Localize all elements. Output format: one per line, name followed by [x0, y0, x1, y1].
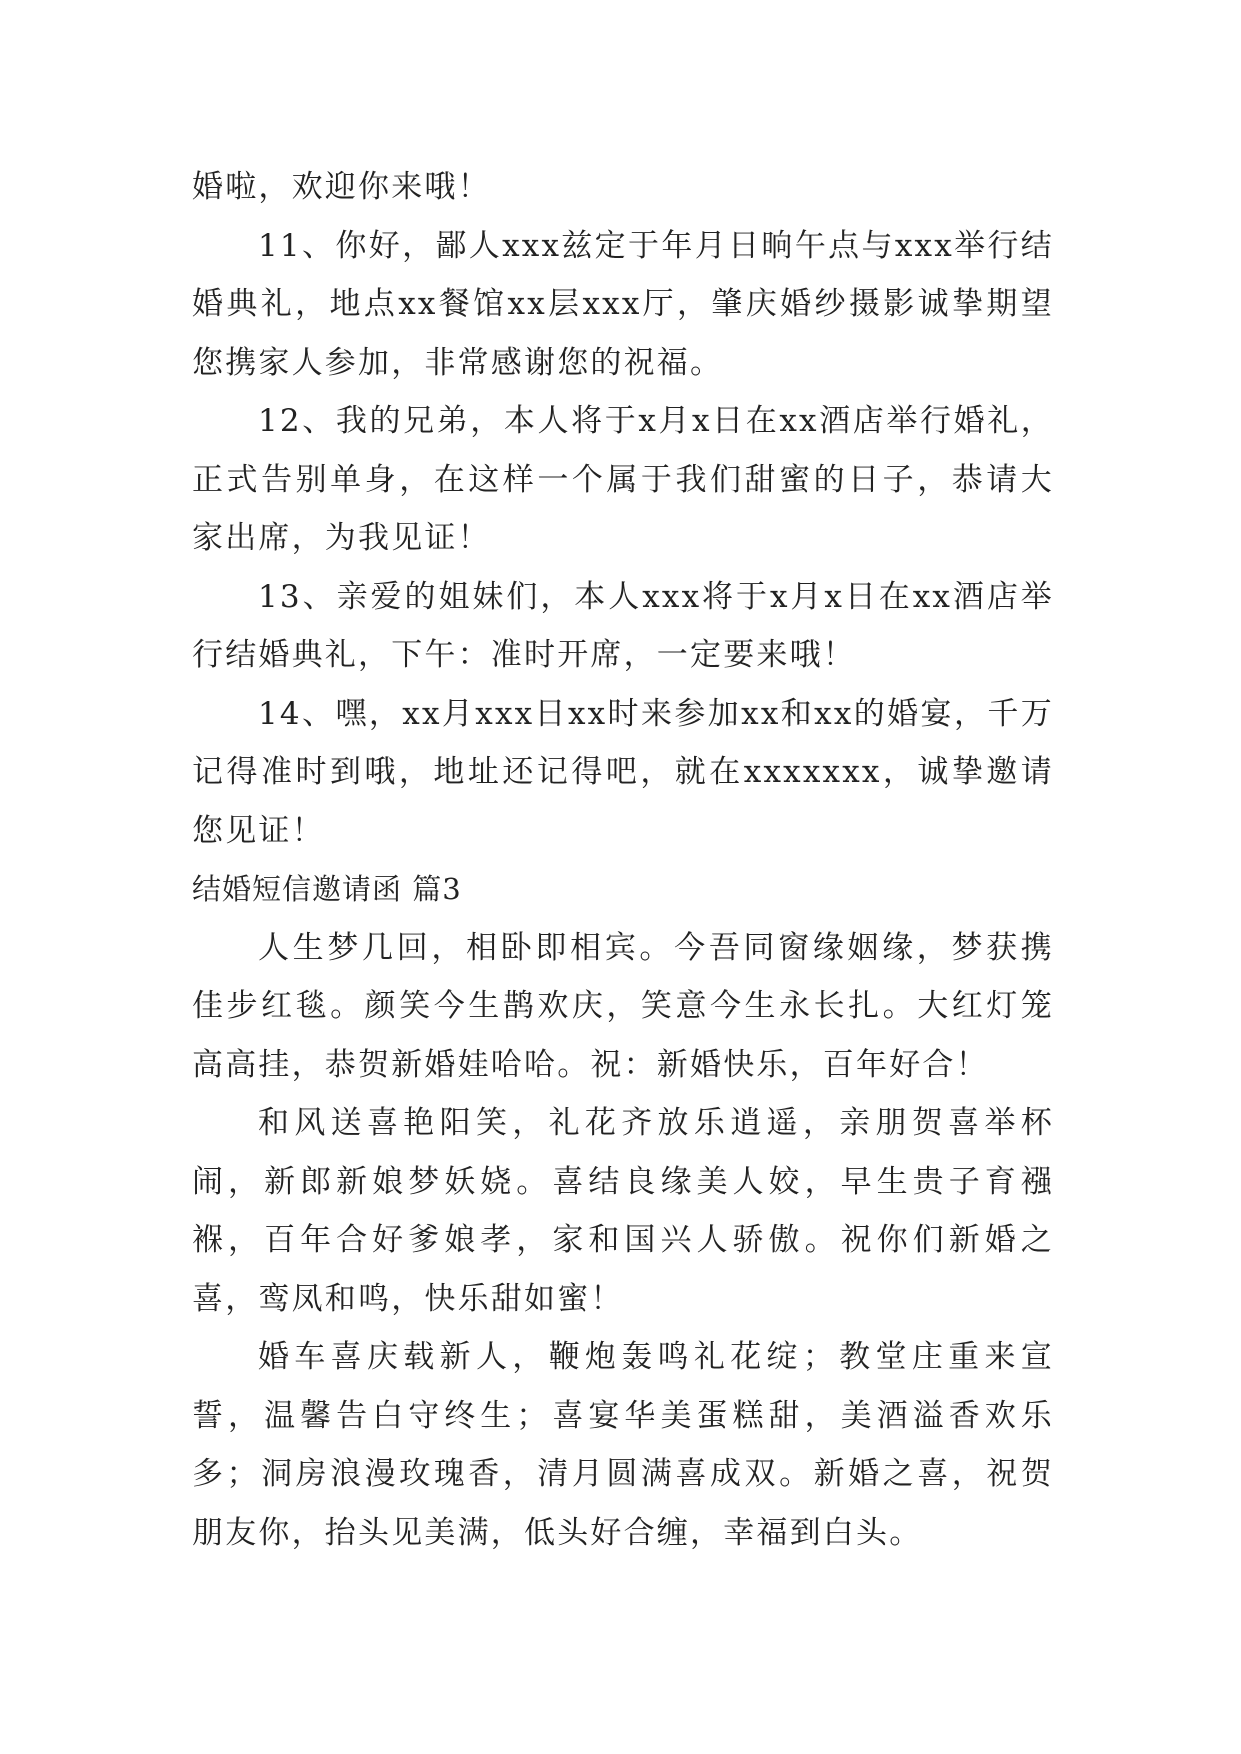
- paragraph-item-11: 11、你好，鄙人xxx兹定于年月日晌午点与xxx举行结婚典礼，地点xx餐馆xx层xxx厅，肇庆婚纱摄影诚挚期望您携家人参加，非常感谢您的祝福。: [192, 227, 1054, 381]
- paragraph-item-14: 14、嘿，xx月xxx日xx时来参加xx和xx的婚宴，千万记得准时到哦，地址还记得吧，就在xxxxxxx，诚挚邀请您见证！: [192, 695, 1054, 849]
- paragraph-blessing-3: 婚车喜庆载新人，鞭炮轰鸣礼花绽；教堂庄重来宣誓，温馨告白守终生；喜宴华美蛋糕甜，美酒溢香欢乐多；洞房浪漫玫瑰香，清月圆满喜成双。新婚之喜，祝贺朋友你，抬头见美满，低头好合缠，幸福到白头。: [192, 1339, 1054, 1551]
- paragraph-blessing-1: 人生梦几回，相卧即相宾。今吾同窗缘姻缘，梦获携佳步红毯。颜笑今生鹊欢庆，笑意今生永长扎。大红灯笼高高挂，恭贺新婚娃哈哈。祝：新婚快乐，百年好合！: [192, 929, 1054, 1083]
- paragraph-item-13: 13、亲爱的姐妹们，本人xxx将于x月x日在xx酒店举行结婚典礼，下午：准时开席，一定要来哦！: [192, 578, 1054, 673]
- paragraph-item-12: 12、我的兄弟，本人将于x月x日在xx酒店举行婚礼，正式告别单身，在这样一个属于我们甜蜜的日子，恭请大家出席，为我见证！: [192, 403, 1054, 556]
- paragraph-blessing-2: 和风送喜艳阳笑，礼花齐放乐逍遥，亲朋贺喜举杯闹，新郎新娘梦妖娆。喜结良缘美人姣，早生贵子育襁褓，百年合好爹娘孝，家和国兴人骄傲。祝你们新婚之喜，鸾凤和鸣，快乐甜如蜜！: [192, 1105, 1054, 1317]
- section-heading: 结婚短信邀请函 篇3: [192, 872, 462, 906]
- paragraph-continuation: 婚啦，欢迎你来哦！: [192, 169, 491, 205]
- document-body: [192, 158, 1054, 1562]
